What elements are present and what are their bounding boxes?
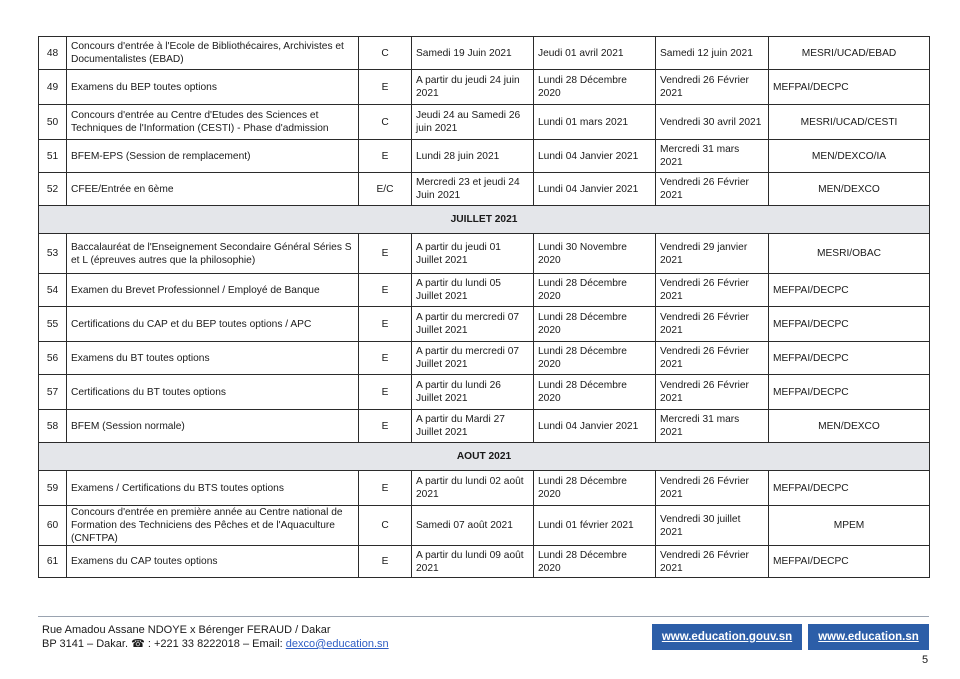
address-line-1: Rue Amadou Assane NDOYE x Bérenger FERAUD / Dakar <box>42 624 331 636</box>
exam-date-cell: A partir du Mardi 27 Juillet 2021 <box>412 410 534 443</box>
type-cell: E <box>359 70 412 105</box>
email-link[interactable]: dexco@education.sn <box>285 638 389 650</box>
exam-date-cell: A partir du lundi 26 Juillet 2021 <box>412 375 534 410</box>
exam-date-cell: Samedi 19 Juin 2021 <box>412 37 534 70</box>
page-number: 5 <box>922 654 929 666</box>
exam-date-cell: Jeudi 24 au Samedi 26 juin 2021 <box>412 105 534 140</box>
registration-close-cell: Vendredi 29 janvier 2021 <box>656 234 769 274</box>
exam-date-cell: Lundi 28 juin 2021 <box>412 140 534 173</box>
title-cell: Examens du BT toutes options <box>67 342 359 375</box>
organizer-cell: MEFPAI/DECPC <box>769 70 930 105</box>
type-cell: C <box>359 105 412 140</box>
address-contact: BP 3141 – Dakar. ☎ : +221 33 8222018 – Email: <box>42 638 286 650</box>
organizer-cell: MPEM <box>769 506 930 546</box>
table-row <box>39 506 930 546</box>
organizer-cell: MESRI/UCAD/CESTI <box>769 105 930 140</box>
registration-close-cell: Vendredi 26 Février 2021 <box>656 471 769 506</box>
table-row <box>39 375 930 410</box>
registration-close-cell: Vendredi 26 Février 2021 <box>656 546 769 578</box>
num-cell: 48 <box>39 37 67 70</box>
title-cell: BFEM-EPS (Session de remplacement) <box>67 140 359 173</box>
registration-open-cell: Lundi 04 Janvier 2021 <box>534 410 656 443</box>
organizer-cell: MEN/DEXCO/IA <box>769 140 930 173</box>
organizer-cell: MEFPAI/DECPC <box>769 274 930 307</box>
registration-open-cell: Lundi 04 Janvier 2021 <box>534 140 656 173</box>
num-cell: 54 <box>39 274 67 307</box>
type-cell: E <box>359 375 412 410</box>
organizer-cell: MEFPAI/DECPC <box>769 546 930 578</box>
num-cell: 50 <box>39 105 67 140</box>
registration-open-cell: Lundi 04 Janvier 2021 <box>534 173 656 206</box>
num-cell: 52 <box>39 173 67 206</box>
exam-date-cell: A partir du jeudi 01 Juillet 2021 <box>412 234 534 274</box>
month-label: JUILLET 2021 <box>39 206 930 234</box>
type-cell: E <box>359 140 412 173</box>
title-cell: Baccalauréat de l'Enseignement Secondaire Général Séries S et L (épreuves autres que la philosophie) <box>67 234 359 274</box>
registration-open-cell: Lundi 28 Décembre 2020 <box>534 546 656 578</box>
table-row <box>39 234 930 274</box>
registration-open-cell: Lundi 01 février 2021 <box>534 506 656 546</box>
num-cell: 51 <box>39 140 67 173</box>
type-cell: C <box>359 37 412 70</box>
type-cell: C <box>359 506 412 546</box>
num-cell: 61 <box>39 546 67 578</box>
type-cell: E <box>359 471 412 506</box>
title-cell: Examens / Certifications du BTS toutes options <box>67 471 359 506</box>
num-cell: 59 <box>39 471 67 506</box>
registration-close-cell: Mercredi 31 mars 2021 <box>656 410 769 443</box>
title-cell: Concours d'entrée au Centre d'Etudes des Sciences et Techniques de l'Information (CESTI) - Phase d'admission <box>67 105 359 140</box>
title-cell: Certifications du BT toutes options <box>67 375 359 410</box>
type-cell: E <box>359 546 412 578</box>
address-line-2 <box>42 637 389 651</box>
registration-close-cell: Vendredi 26 Février 2021 <box>656 274 769 307</box>
registration-close-cell: Vendredi 26 Février 2021 <box>656 307 769 342</box>
registration-close-cell: Vendredi 30 juillet 2021 <box>656 506 769 546</box>
registration-close-cell: Vendredi 26 Février 2021 <box>656 173 769 206</box>
num-cell: 56 <box>39 342 67 375</box>
table-row <box>39 342 930 375</box>
type-cell: E <box>359 274 412 307</box>
title-cell: Concours d'entrée en première année au Centre national de Formation des Techniciens des Pêches et de l'Aquaculture (CNFTPA) <box>67 506 359 546</box>
title-cell: Examens du BEP toutes options <box>67 70 359 105</box>
registration-open-cell: Lundi 28 Décembre 2020 <box>534 70 656 105</box>
table-row <box>39 105 930 140</box>
organizer-cell: MEFPAI/DECPC <box>769 375 930 410</box>
num-cell: 49 <box>39 70 67 105</box>
num-cell: 58 <box>39 410 67 443</box>
organizer-cell: MEFPAI/DECPC <box>769 471 930 506</box>
table-body <box>39 37 930 578</box>
website-link-gouv[interactable]: www.education.gouv.sn <box>652 624 802 650</box>
registration-open-cell: Lundi 28 Décembre 2020 <box>534 307 656 342</box>
organizer-cell: MEFPAI/DECPC <box>769 342 930 375</box>
title-cell: Concours d'entrée à l'Ecole de Bibliothécaires, Archivistes et Documentalistes (EBAD) <box>67 37 359 70</box>
registration-open-cell: Lundi 01 mars 2021 <box>534 105 656 140</box>
title-cell: BFEM (Session normale) <box>67 410 359 443</box>
table-row <box>39 140 930 173</box>
num-cell: 55 <box>39 307 67 342</box>
table-row <box>39 471 930 506</box>
title-cell: Certifications du CAP et du BEP toutes options / APC <box>67 307 359 342</box>
type-cell: E/C <box>359 173 412 206</box>
type-cell: E <box>359 342 412 375</box>
registration-open-cell: Lundi 28 Décembre 2020 <box>534 471 656 506</box>
registration-close-cell: Vendredi 26 Février 2021 <box>656 342 769 375</box>
footer-divider <box>38 616 929 617</box>
type-cell: E <box>359 307 412 342</box>
footer-address <box>42 623 389 651</box>
organizer-cell: MEN/DEXCO <box>769 410 930 443</box>
registration-open-cell: Lundi 28 Décembre 2020 <box>534 375 656 410</box>
exam-date-cell: A partir du mercredi 07 Juillet 2021 <box>412 342 534 375</box>
registration-open-cell: Lundi 28 Décembre 2020 <box>534 342 656 375</box>
exam-schedule-table <box>38 36 930 578</box>
table-row <box>39 37 930 70</box>
exam-date-cell: A partir du lundi 09 août 2021 <box>412 546 534 578</box>
registration-close-cell: Samedi 12 juin 2021 <box>656 37 769 70</box>
website-link-education[interactable]: www.education.sn <box>808 624 929 650</box>
registration-close-cell: Vendredi 26 Février 2021 <box>656 70 769 105</box>
type-cell: E <box>359 234 412 274</box>
organizer-cell: MESRI/UCAD/EBAD <box>769 37 930 70</box>
exam-date-cell: A partir du lundi 05 Juillet 2021 <box>412 274 534 307</box>
registration-open-cell: Jeudi 01 avril 2021 <box>534 37 656 70</box>
num-cell: 53 <box>39 234 67 274</box>
registration-open-cell: Lundi 30 Novembre 2020 <box>534 234 656 274</box>
title-cell: Examen du Brevet Professionnel / Employé de Banque <box>67 274 359 307</box>
organizer-cell: MESRI/OBAC <box>769 234 930 274</box>
registration-close-cell: Mercredi 31 mars 2021 <box>656 140 769 173</box>
registration-close-cell: Vendredi 26 Février 2021 <box>656 375 769 410</box>
table-row <box>39 307 930 342</box>
organizer-cell: MEN/DEXCO <box>769 173 930 206</box>
exam-date-cell: A partir du jeudi 24 juin 2021 <box>412 70 534 105</box>
month-header-row <box>39 206 930 234</box>
month-label: AOUT 2021 <box>39 443 930 471</box>
exam-date-cell: Mercredi 23 et jeudi 24 Juin 2021 <box>412 173 534 206</box>
table-row <box>39 546 930 578</box>
type-cell: E <box>359 410 412 443</box>
table-row <box>39 173 930 206</box>
registration-open-cell: Lundi 28 Décembre 2020 <box>534 274 656 307</box>
table-row <box>39 274 930 307</box>
organizer-cell: MEFPAI/DECPC <box>769 307 930 342</box>
registration-close-cell: Vendredi 30 avril 2021 <box>656 105 769 140</box>
table-row <box>39 410 930 443</box>
exam-date-cell: A partir du mercredi 07 Juillet 2021 <box>412 307 534 342</box>
exam-date-cell: Samedi 07 août 2021 <box>412 506 534 546</box>
num-cell: 60 <box>39 506 67 546</box>
num-cell: 57 <box>39 375 67 410</box>
title-cell: Examens du CAP toutes options <box>67 546 359 578</box>
month-header-row <box>39 443 930 471</box>
exam-date-cell: A partir du lundi 02 août 2021 <box>412 471 534 506</box>
title-cell: CFEE/Entrée en 6ème <box>67 173 359 206</box>
table-row <box>39 70 930 105</box>
